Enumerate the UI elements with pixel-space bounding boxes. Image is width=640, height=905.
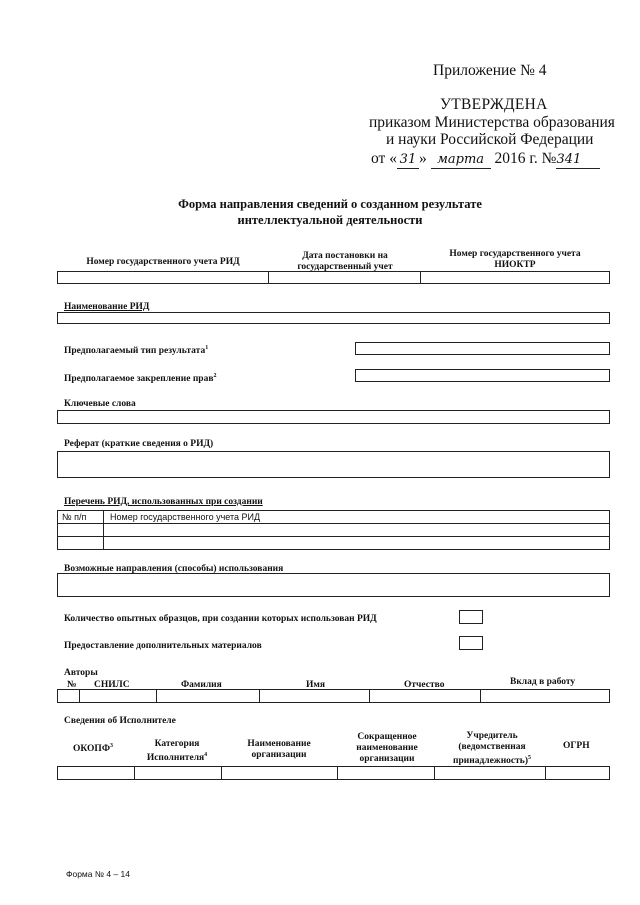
date-from: от «	[371, 150, 397, 167]
category-line2: Исполнителя	[146, 753, 205, 764]
author-surname-input[interactable]	[156, 689, 260, 703]
founder-footnote: 5	[528, 755, 531, 761]
executor-founder	[438, 731, 546, 767]
short-line1: Сокращенное	[357, 732, 417, 742]
executor-okopf	[73, 743, 113, 754]
used-row1-num[interactable]	[57, 523, 104, 537]
category-line1: Категория	[154, 739, 200, 749]
top-col1-header: Номер государственного учета РИД	[86, 257, 240, 267]
top-col2-line2: государственный учет	[297, 262, 393, 272]
author-snils-input[interactable]	[79, 689, 157, 703]
used-col-rid-header	[103, 510, 610, 524]
date-day: 31	[397, 151, 419, 169]
order-line2: и науки Российской Федерации	[386, 131, 594, 148]
rid-name-input[interactable]	[57, 312, 610, 324]
result-type-text: Предполагаемый тип результата	[64, 346, 206, 357]
top-col3-line2: НИОКТР	[494, 260, 536, 270]
founder-line2: (ведомственная	[458, 742, 526, 752]
founder-input[interactable]	[434, 766, 546, 780]
result-type-label	[64, 345, 208, 356]
author-contribution-input[interactable]	[480, 689, 610, 703]
authors-col-snils: СНИЛС	[94, 680, 130, 690]
authors-title: Авторы	[64, 668, 98, 678]
prototypes-input[interactable]	[459, 610, 483, 624]
date-number: 341	[556, 151, 600, 169]
directions-input[interactable]	[57, 573, 610, 597]
founder-line1: Учредитель	[466, 731, 518, 741]
author-name-input[interactable]	[259, 689, 370, 703]
short-name-input[interactable]	[337, 766, 435, 780]
top-col2-line1: Дата постановки на	[302, 251, 388, 261]
order-date	[371, 150, 600, 169]
result-type-footnote: 1	[205, 345, 209, 351]
prototypes-label: Количество опытных образцов, при создании которых использован РИД	[64, 614, 377, 624]
form-title-line1: Форма направления сведений о созданном результате	[178, 197, 482, 211]
used-col-num-header	[57, 510, 104, 524]
date-month: марта	[431, 151, 491, 169]
used-rid-label: Перечень РИД, использованных при создании	[64, 497, 263, 507]
authors-col-patronymic: Отчество	[404, 680, 445, 690]
executor-ogrn: ОГРН	[563, 741, 590, 751]
used-col-rid-text: Номер государственного учета РИД	[110, 512, 261, 522]
category-footnote: 4	[204, 752, 208, 758]
abstract-input[interactable]	[57, 451, 610, 478]
date-close: »	[418, 150, 427, 167]
form-number: Форма № 4 – 14	[66, 869, 130, 879]
rid-number-input[interactable]	[57, 271, 269, 284]
keywords-label: Ключевые слова	[64, 399, 136, 409]
rights-text: Предполагаемое закрепление прав	[64, 374, 214, 385]
rid-name-label: Наименование РИД	[64, 302, 150, 312]
authors-col-contribution: Вклад в работу	[510, 677, 576, 687]
ogrn-input[interactable]	[545, 766, 610, 780]
org-name-input[interactable]	[221, 766, 338, 780]
used-row1-rid[interactable]	[103, 523, 610, 537]
okopf-input[interactable]	[57, 766, 135, 780]
authors-col-name: Имя	[306, 680, 325, 690]
directions-label: Возможные направления (способы) использования	[64, 564, 284, 574]
used-row2-num[interactable]	[57, 536, 104, 550]
author-no-input[interactable]	[57, 689, 80, 703]
okopf-text: ОКОПФ	[73, 744, 110, 755]
org-line1: Наименование	[247, 739, 311, 749]
org-line2: организации	[251, 750, 307, 760]
form-title	[80, 196, 580, 228]
okopf-footnote: 3	[109, 743, 113, 749]
niokr-number-input[interactable]	[420, 271, 610, 284]
materials-checkbox[interactable]	[459, 636, 483, 650]
rights-footnote: 2	[213, 373, 217, 379]
author-patronymic-input[interactable]	[369, 689, 481, 703]
authors-col-surname: Фамилия	[181, 680, 222, 690]
approved-label: УТВЕРЖДЕНА	[440, 96, 548, 113]
registration-date-input[interactable]	[268, 271, 421, 284]
keywords-input[interactable]	[57, 410, 610, 424]
abstract-label: Реферат (краткие сведения о РИД)	[64, 439, 214, 449]
top-col3-header	[420, 249, 610, 271]
materials-label: Предоставление дополнительных материалов	[64, 641, 262, 651]
rights-input[interactable]	[355, 369, 610, 382]
executor-title: Сведения об Исполнителе	[64, 716, 176, 726]
executor-category	[134, 739, 220, 764]
top-col3-line1: Номер государственного учета	[449, 249, 581, 259]
short-line2: наименование	[356, 743, 418, 753]
used-col-num-text: № п/п	[62, 512, 87, 522]
date-year: 2016 г. №	[494, 150, 557, 167]
appendix-label: Приложение № 4	[433, 62, 547, 79]
founder-line3: принадлежность)	[453, 756, 528, 767]
rights-label	[64, 373, 216, 384]
category-input[interactable]	[134, 766, 222, 780]
authors-col-no: №	[67, 680, 77, 690]
form-title-line2: интеллектуальной деятельности	[237, 213, 423, 227]
order-line1: приказом Министерства образования	[369, 114, 615, 131]
top-col2-header	[270, 251, 420, 273]
short-line3: организации	[359, 754, 415, 764]
executor-short-name	[340, 732, 434, 765]
used-row2-rid[interactable]	[103, 536, 610, 550]
executor-org	[222, 739, 336, 761]
result-type-input[interactable]	[355, 342, 610, 355]
